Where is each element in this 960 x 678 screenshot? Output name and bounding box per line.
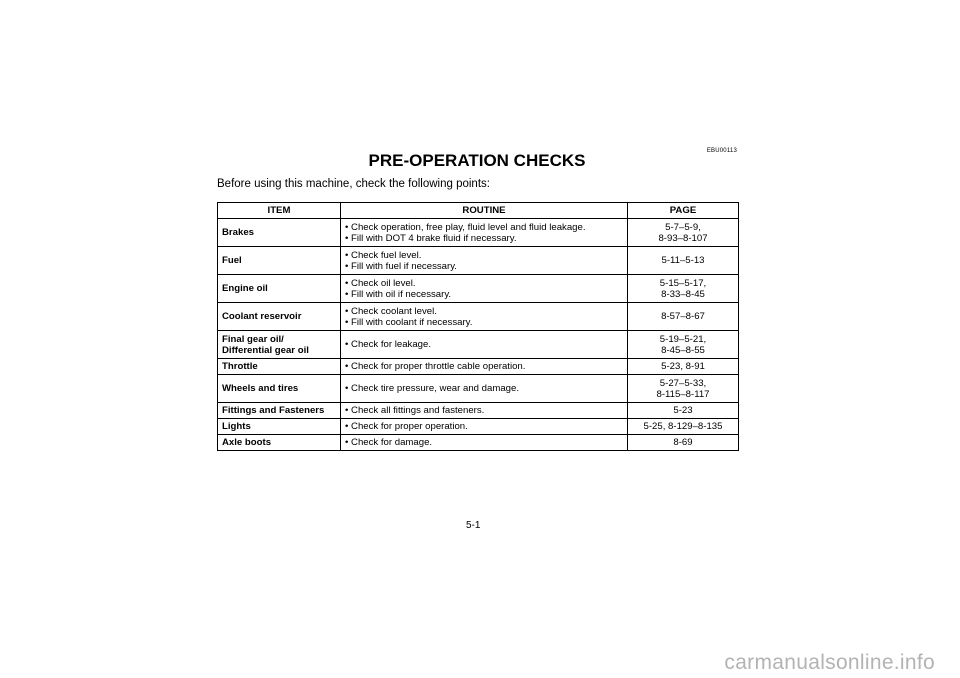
item-cell-line: Wheels and tires bbox=[222, 383, 299, 394]
item-cell-line: Final gear oil/ bbox=[222, 333, 284, 345]
routine-cell bbox=[341, 247, 628, 275]
routine-cell-line: • Fill with DOT 4 brake fluid if necessary. bbox=[345, 232, 517, 244]
item-cell bbox=[218, 359, 341, 375]
watermark: carmanualsonline.info bbox=[724, 651, 935, 674]
item-cell-line: Differential gear oil bbox=[222, 344, 309, 356]
routine-cell-line: • Check oil level. bbox=[345, 277, 416, 289]
page-cell-line: 5-25, 8-129–8-135 bbox=[643, 421, 723, 432]
page-cell bbox=[628, 419, 739, 435]
page-cell-line: 8-57–8-67 bbox=[661, 311, 705, 322]
item-cell bbox=[218, 303, 341, 331]
table-row bbox=[218, 403, 739, 419]
routine-cell bbox=[341, 435, 628, 451]
page-cell-line: 5-23 bbox=[673, 405, 693, 416]
routine-cell-line: • Fill with fuel if necessary. bbox=[345, 260, 457, 272]
routine-cell bbox=[341, 403, 628, 419]
page-cell-line: 8-115–8-117 bbox=[656, 388, 710, 400]
item-cell bbox=[218, 403, 341, 419]
routine-cell-line: • Fill with coolant if necessary. bbox=[345, 316, 473, 328]
header-routine: ROUTINE bbox=[341, 203, 628, 219]
item-cell bbox=[218, 375, 341, 403]
routine-cell bbox=[341, 419, 628, 435]
page-cell bbox=[628, 359, 739, 375]
table-row bbox=[218, 247, 739, 275]
page-cell-line: 8-33–8-45 bbox=[661, 288, 705, 300]
routine-cell-line: • Check operation, free play, fluid level and fluid leakage. bbox=[345, 221, 586, 233]
item-cell-line: Fittings and Fasteners bbox=[222, 405, 325, 416]
intro-text: Before using this machine, check the following points: bbox=[217, 178, 490, 190]
table-row bbox=[218, 359, 739, 375]
routine-cell bbox=[341, 331, 628, 359]
table-row bbox=[218, 275, 739, 303]
routine-cell-line: • Check tire pressure, wear and damage. bbox=[345, 383, 519, 394]
item-cell bbox=[218, 331, 341, 359]
table-row bbox=[218, 375, 739, 403]
item-cell bbox=[218, 219, 341, 247]
routine-cell-line: • Check for proper operation. bbox=[345, 421, 468, 432]
table-row bbox=[218, 331, 739, 359]
item-cell-line: Brakes bbox=[222, 227, 255, 238]
table-header-row bbox=[218, 203, 739, 219]
routine-cell-line: • Fill with oil if necessary. bbox=[345, 288, 452, 300]
item-cell bbox=[218, 275, 341, 303]
page-cell-line: 5-19–5-21, bbox=[659, 333, 707, 345]
page-cell-line: 8-93–8-107 bbox=[658, 232, 708, 244]
item-cell-line: Engine oil bbox=[222, 283, 268, 294]
page-number: 5-1 bbox=[466, 520, 481, 531]
item-cell bbox=[218, 419, 341, 435]
item-cell-line: Fuel bbox=[222, 255, 242, 266]
page-cell bbox=[628, 403, 739, 419]
page-cell bbox=[628, 331, 739, 359]
document-code: EBU00113 bbox=[706, 148, 737, 154]
page-cell bbox=[628, 435, 739, 451]
table-row bbox=[218, 435, 739, 451]
page-cell-line: 5-7–5-9, bbox=[665, 221, 701, 233]
table-row bbox=[218, 303, 739, 331]
routine-cell-line: • Check for proper throttle cable operation. bbox=[345, 361, 526, 372]
pre-operation-checks-table bbox=[217, 202, 739, 451]
page-cell-line: 8-69 bbox=[673, 437, 693, 448]
routine-cell bbox=[341, 219, 628, 247]
item-cell-line: Axle boots bbox=[222, 437, 272, 448]
item-cell-line: Coolant reservoir bbox=[222, 311, 302, 322]
item-cell-line: Lights bbox=[222, 421, 251, 432]
routine-cell-line: • Check all fittings and fasteners. bbox=[345, 405, 485, 416]
routine-cell bbox=[341, 275, 628, 303]
page-cell-line: 5-27–5-33, bbox=[659, 377, 707, 389]
routine-cell-line: • Check fuel level. bbox=[345, 249, 422, 261]
routine-cell bbox=[341, 303, 628, 331]
page-cell bbox=[628, 275, 739, 303]
routine-cell-line: • Check for leakage. bbox=[345, 339, 432, 350]
item-cell bbox=[218, 247, 341, 275]
header-item: ITEM bbox=[218, 203, 341, 219]
routine-cell-line: • Check coolant level. bbox=[345, 305, 437, 317]
table-row bbox=[218, 419, 739, 435]
item-cell bbox=[218, 435, 341, 451]
table-row bbox=[218, 219, 739, 247]
page-cell bbox=[628, 375, 739, 403]
page-cell bbox=[628, 219, 739, 247]
routine-cell bbox=[341, 359, 628, 375]
routine-cell bbox=[341, 375, 628, 403]
header-page: PAGE bbox=[628, 203, 739, 219]
item-cell-line: Throttle bbox=[222, 361, 258, 372]
page-cell-line: 8-45–8-55 bbox=[661, 344, 705, 356]
routine-cell-line: • Check for damage. bbox=[345, 437, 433, 448]
page-cell bbox=[628, 247, 739, 275]
page-cell-line: 5-23, 8-91 bbox=[661, 361, 705, 372]
page-cell bbox=[628, 303, 739, 331]
page-title: PRE-OPERATION CHECKS bbox=[368, 151, 586, 170]
page-cell-line: 5-15–5-17, bbox=[659, 277, 707, 289]
page-cell-line: 5-11–5-13 bbox=[661, 255, 705, 266]
